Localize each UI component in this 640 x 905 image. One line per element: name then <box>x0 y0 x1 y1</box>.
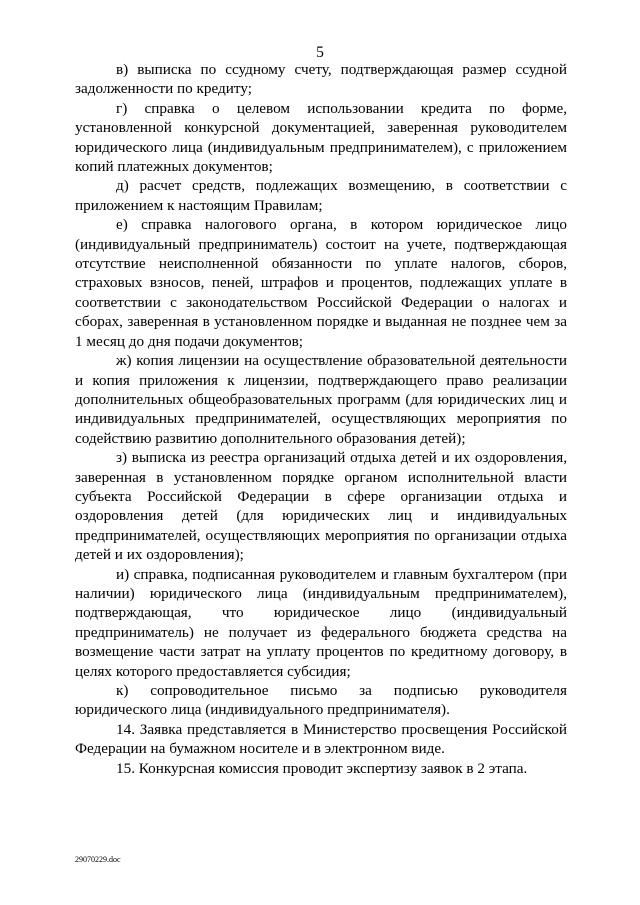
paragraph-14: 14. Заявка представляется в Министерство просвещения Российской Федерации на бумажном носителе и в электронном виде. <box>75 720 567 758</box>
document-body <box>75 60 567 778</box>
paragraph-zh: ж) копия лицензии на осуществление образовательной деятельности и копия приложения к лицензии, подтверждающего право реализации дополнительных общеобразовательных программ (для юридических лиц и индивидуальных предпринимателей, осуществляющих мероприятия по содействию развитию дополнительного образования детей); <box>75 352 567 447</box>
paragraph-z: з) выписка из реестра организаций отдыха детей и их оздоровления, заверенная в установленном порядке органом исполнительной власти субъекта Российской Федерации в сфере организации отдыха и оздоровления детей (для юридических лиц и индивидуальных предпринимателей, осуществляющих мероприятия по организации отдыха детей и их оздоровления); <box>75 449 567 564</box>
paragraph-g: г) справка о целевом использовании кредита по форме, установленной конкурсной документацией, заверенная руководителем юридического лица (индивидуальным предпринимателем), с приложением копий платежных документов; <box>75 99 567 176</box>
paragraph-i: и) справка, подписанная руководителем и главным бухгалтером (при наличии) юридического лица (индивидуальным предпринимателем), подтверждающая, что юридическое лицо (индивидуальный предприниматель) не получает из федерального бюджета средства на возмещение части затрат на уплату процентов по кредитному договору, в целях которого предоставляется субсидия; <box>75 565 567 680</box>
footer-filename: 29070229.doc <box>75 855 121 864</box>
page-number: 5 <box>316 44 324 61</box>
paragraph-v: в) выписка по ссудному счету, подтверждающая размер ссудной задолженности по кредиту; <box>75 61 567 98</box>
paragraph-e: е) справка налогового органа, в котором юридическое лицо (индивидуальный предприниматель) состоит на учете, подтверждающая отсутствие неисполненной обязанности по уплате налогов, сборов, страховых взносов, пеней, штрафов и процентов, подлежащих уплате в соответствии с законодательством Российской Федерации о налогах и сборах, заверенная в установленном порядке и выданная не позднее чем за 1 месяц до дня подачи документов; <box>75 216 567 350</box>
paragraph-15: 15. Конкурсная комиссия проводит экспертизу заявок в 2 этапа. <box>116 759 528 777</box>
paragraph-k: к) сопроводительное письмо за подписью руководителя юридического лица (индивидуального предпринимателя). <box>75 682 567 719</box>
paragraph-d: д) расчет средств, подлежащих возмещению, в соответствии с приложением к настоящим Правилам; <box>75 177 567 214</box>
